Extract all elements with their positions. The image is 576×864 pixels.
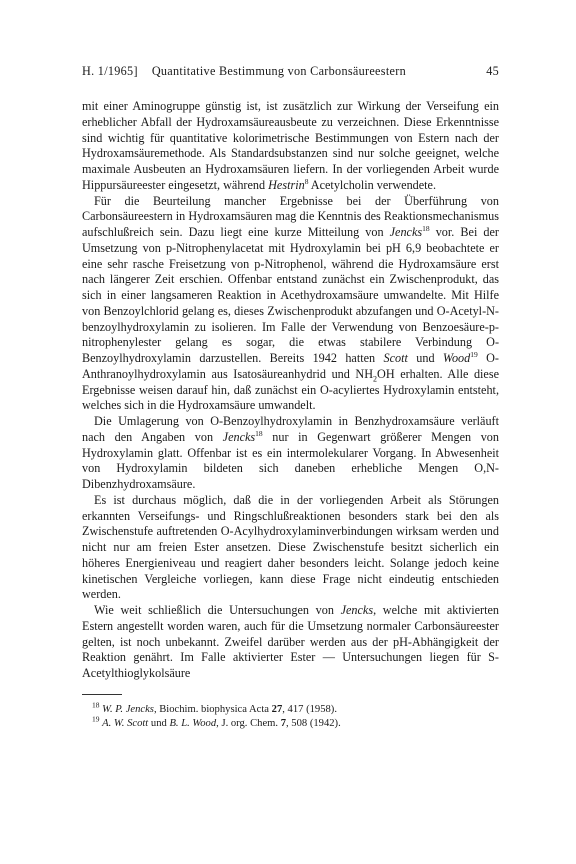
reference-marker: 18: [422, 223, 430, 233]
subscript: 2: [373, 374, 378, 384]
paragraph: Die Umlagerung von O-Benzoylhydroxylamin in Benzhydroxamsäure verläuft nach den Angaben von Jencks$^{18}$ nur in Gegenwart größerer Mengen von Hydroxylamin glatt. Offenbar ist es ein intermolekularer Vorgang. In Abwesenheit von Hydroxylamin bildeten sich daneben erhebliche Mengen O,N-Dibenzhydroxamsäure.: [82, 414, 499, 491]
reference-marker: 18: [92, 700, 100, 710]
body-text: [82, 99, 499, 682]
reference-marker: 18: [255, 428, 263, 438]
paragraph: Es ist durchaus möglich, daß die in der vorliegenden Arbeit als Störungen erkannten Verseifungs- und Ringschlußreaktionen besonders stark bei den als Zwischenstufe auftretenden O-Acylhydroxylaminverbindungen wirksam werden und nicht nur am freien Ester ansetzen. Diese Zwischenstufe besitzt sicherlich ein höheres Energieniveau und reagiert daher besonders leicht. Solange jedoch keine kinetischen Vergleiche vorliegen, kann diese Frage nicht eindeutig entschieden werden.: [82, 492, 499, 602]
bold-text: 27: [271, 703, 283, 715]
italic-text: Wood: [442, 351, 471, 365]
journal-page: [82, 64, 499, 731]
page-number: 45: [486, 64, 499, 78]
footnotes: [82, 700, 499, 731]
italic-text: Jencks: [340, 603, 374, 617]
italic-text: Scott: [383, 351, 408, 365]
running-title: Quantitative Bestimmung von Carbonsäureestern: [151, 64, 406, 78]
bold-text: 7: [280, 717, 286, 729]
running-header: [82, 64, 499, 79]
italic-text: Jencks: [389, 225, 423, 239]
reference-marker: 19: [92, 714, 100, 724]
paragraph: mit einer Aminogruppe günstig ist, ist zusätzlich zur Wirkung der Verseifung ein erheblicher Abfall der Hydroxamsäureausbeute zu verzeichnen. Diese Erkenntnisse sind wichtig für quantitative kolorimetrische Bestimmungen von Estern nach der Hydroxamsäuremethode. Als Standardsubstanzen sind nur solche geeignet, welche maximale Ausbeuten an Hydroxamsäuren liefern. In der vorliegenden Arbeit wurde Hippursäureester eingesetzt, während Hestrin$^8$ Acetylcholin verwendete.: [82, 99, 499, 192]
paragraph: Für die Beurteilung mancher Ergebnisse bei der Überführung von Carbonsäureestern in Hydroxamsäuren mag die Kenntnis des Reaktionsmechanismus aufschlußreich sein. Dazu liegt eine kurze Mitteilung von Jencks$^{18}$ vor. Bei der Umsetzung von p-Nitrophenylacetat mit Hydroxylamin bei pH 6,9 beobachtete er eine sehr rasche Freisetzung von p-Nitrophenol, während die Hydroxamsäure erst nach längerer Zeit erschien. Offenbar entstand zunächst ein Zwischenprodukt, das sich in einer langsameren Reaktion in Acethydroxamsäure umwandelte. Mit Hilfe von Benzoylchlorid gelang es, dieses Zwischenprodukt abzufangen und O-Acetyl-N-benzoylhydroxylamin zu isolieren. Im Falle der Verwendung von Benzoesäure-p-nitrophenylester gelang es sogar, die etwas stabilere Verbindung O-Benzoylhydroxylamin darzustellen. Bereits 1942 hatten Scott und Wood$^{19}$ O-Anthranoylhydroxylamin aus Isatosäureanhydrid und $NH_2OH$ erhalten. Alle diese Ergebnisse weisen darauf hin, daß zunächst ein O-acyliertes Hydroxylamin entsteht, welches sich in die Hydroxamsäure umwandelt.: [82, 193, 499, 413]
footnote: $^{19}$ A. W. Scott und B. L. Wood, J. org. Chem. 7, 508 (1942).: [92, 714, 341, 729]
reference-marker: 19: [470, 349, 478, 359]
footnote: $^{18}$ W. P. Jencks, Biochim. biophysica Acta 27, 417 (1958).: [92, 700, 337, 715]
journal-issue: H. 1/1965]: [82, 64, 138, 78]
italic-text: B. L. Wood: [169, 717, 217, 729]
footnote-divider: [82, 694, 122, 695]
italic-text: Jencks: [222, 429, 256, 444]
italic-text: A. W. Scott: [102, 717, 149, 729]
italic-text: Hestrin: [268, 177, 305, 192]
italic-text: W. P. Jencks: [102, 703, 154, 715]
paragraph: Wie weit schließlich die Untersuchungen von Jencks, welche mit aktivierten Estern angestellt worden waren, auch für die Umsetzung normaler Carbonsäureester gelten, ist noch unbekannt. Zweifel darüber werden aus der pH-Abhängigkeit der Reaktion genährt. Im Falle aktivierter Ester — Untersuchungen liegen für S-Acetylthioglykolsäure: [82, 603, 499, 680]
reference-marker: 8: [304, 176, 309, 186]
